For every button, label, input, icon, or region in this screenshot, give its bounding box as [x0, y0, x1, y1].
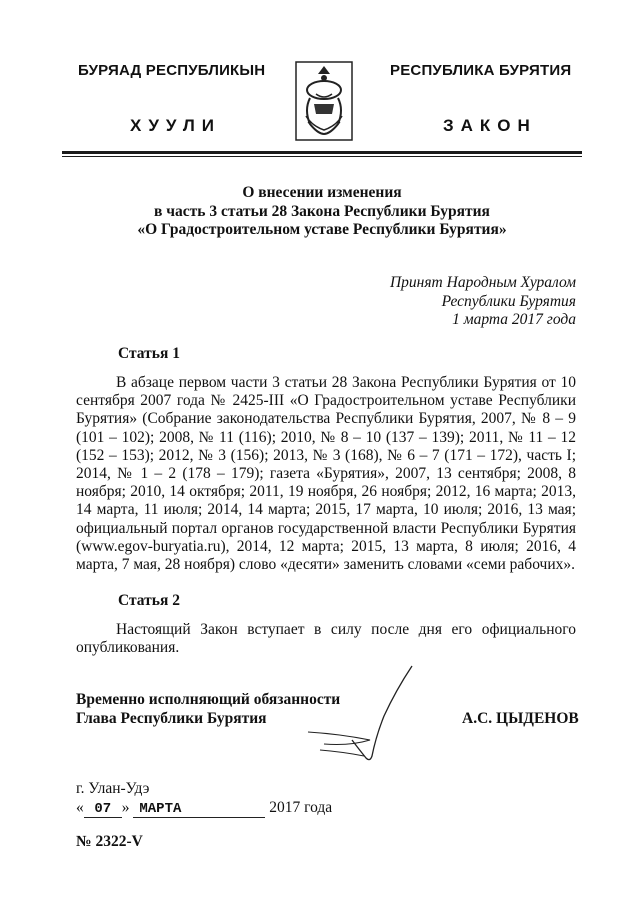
document-title [62, 184, 582, 240]
adoption-line-2: Республики Бурятия [441, 292, 576, 310]
header-left-doc-type: ХУУЛИ [130, 116, 221, 135]
coat-of-arms-emblem [292, 60, 356, 144]
header-divider-thick [62, 151, 582, 154]
header-left-title: БУРЯАД РЕСПУБЛИКЫН [78, 62, 266, 79]
header-divider-thin [62, 156, 582, 157]
date-month: МАРТА [133, 801, 265, 818]
signing-date [76, 799, 332, 818]
title-line-3: «О Градостроительном уставе Республики Бурятия» [137, 221, 507, 238]
article-2-text: Настоящий Закон вступает в силу после дня его официального опубликования. [76, 621, 576, 657]
adoption-info [300, 274, 576, 330]
signatory-position-line-1: Временно исполняющий обязанности [76, 691, 341, 708]
adoption-line-1: Принят Народным Хуралом [389, 274, 576, 291]
title-line-1: О внесении изменения [242, 184, 402, 201]
handwritten-signature [300, 660, 430, 770]
article-1-heading: Статья 1 [118, 345, 180, 362]
law-number: № 2322-V [76, 833, 143, 850]
place-of-signing: г. Улан-Удэ [76, 780, 150, 797]
signatory-position-line-2: Глава Республики Бурятия [76, 709, 267, 727]
date-day: 07 [84, 801, 122, 818]
date-year: 2017 года [269, 799, 333, 816]
article-1-text: В абзаце первом части 3 статьи 28 Закона Республики Бурятия от 10 сентября 2007 года № 2425-III «О Градостроительном уставе Республики Бурятия» (Собрание законодательства Республики Бурятия, 2007, № 8 – 9 (101 – 102); 2008, № 11 (116); 2010, № 8 – 10 (137 – 139); 2011, № 11 – 12 (152 – 153); 2012, № 3 (156); 2013, № 3 (168), № 6 – 7 (171 – 172), часть I; 2014, № 1 – 2 (178 – 179); газета «Бурятия», 2007, 13 сентября; 2008, 8 ноября; 2010, 14 октября; 2011, 19 ноября, 26 ноября; 2012, 16 марта; 2013, 14 марта, 11 июля; 2014, 14 марта; 2015, 17 марта, 10 июля; 2016, 13 мая; официальный портал органов государственной власти Республики Бурятия (www.egov-buryatia.ru), 2014, 12 марта; 2015, 13 марта, 8 июля; 2016, 4 марта, 7 мая, 28 ноября) слово «десяти» заменить словами «семи рабочих». [76, 374, 576, 574]
signatory-name: А.С. ЦЫДЕНОВ [462, 710, 579, 727]
header-right-doc-type: ЗАКОН [443, 116, 537, 135]
adoption-line-3: 1 марта 2017 года [452, 311, 576, 328]
header-right-title: РЕСПУБЛИКА БУРЯТИЯ [390, 62, 572, 79]
date-open-quote: « [76, 799, 84, 816]
title-line-2: в часть 3 статьи 28 Закона Республики Бурятия [154, 202, 490, 220]
date-close-quote: » [121, 799, 130, 816]
article-2-heading: Статья 2 [118, 592, 180, 609]
